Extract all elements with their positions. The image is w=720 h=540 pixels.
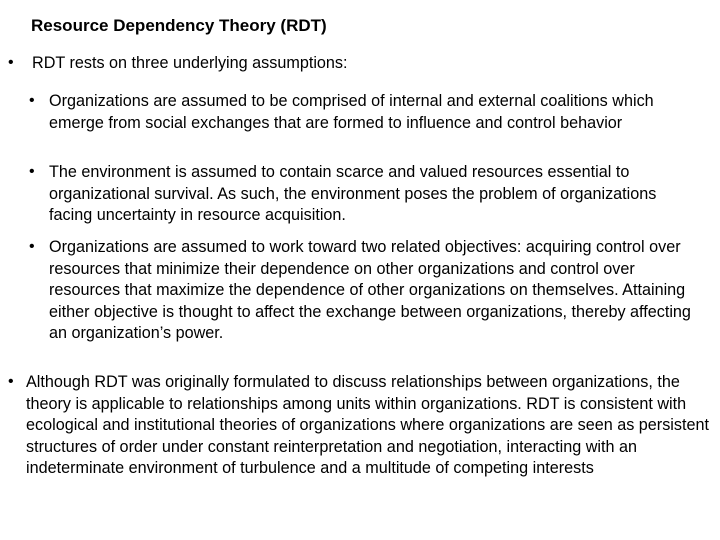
sub-bullet-text: Organizations are assumed to be comprised of internal and external coalitions which emerge from social exchanges that are formed to influence and control behavior [49,92,654,132]
bullet-conclusion [8,372,710,480]
bullet-marker: • [8,54,14,71]
bullet-marker: • [29,163,35,180]
bullet-marker: • [8,373,14,390]
bullet-marker: • [29,238,35,255]
bullet-intro-text: RDT rests on three underlying assumptions: [32,54,348,72]
sub-bullet-objectives [29,237,701,345]
sub-bullet-text: Organizations are assumed to work toward two related objectives: acquiring control over resources that minimize their dependence on other organizations and control over resources that maximize the dependence of other organizations on themselves. Attaining either objective is thought to affect the exchange between organizations, thereby affecting an organization’s power. [49,238,691,342]
slide-title: Resource Dependency Theory (RDT) [31,16,327,35]
sub-bullet-coalitions [29,91,701,134]
sub-bullet-environment [29,162,701,227]
sub-bullet-text: The environment is assumed to contain scarce and valued resources essential to organizational survival. As such, the environment poses the problem of organizations facing uncertainty in resource acquisition. [49,163,657,224]
bullet-intro [8,53,708,73]
bullet-marker: • [29,92,35,109]
bullet-conclusion-text: Although RDT was originally formulated to discuss relationships between organizations, the theory is applicable to relationships among units within organizations. RDT is consistent with ecological and institutional theories of organizations where organizations are seen as persistent structures of order under constant reinterpretation and negotiation, interacting with an indeterminate environment of turbulence and a multitude of competing interests [26,373,709,477]
